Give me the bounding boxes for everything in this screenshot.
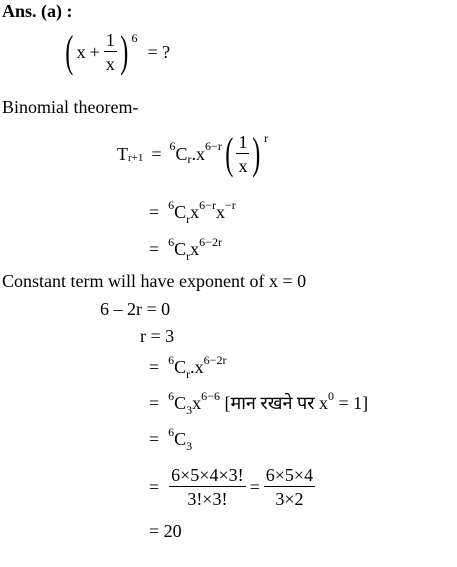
step-6: = $^6C_3$: [149, 425, 193, 453]
term-fraction: $\frac{1}{x}$: [238, 132, 248, 176]
binomial-heading: Binomial theorem-: [2, 97, 139, 117]
expr-power: 6: [131, 31, 138, 45]
hindi-note: [मान रखने पर x: [224, 393, 329, 413]
right-paren-2: ): [252, 129, 261, 178]
general-term-line: T r+1 = $^6$ C r .x $^{6-r}$ ( $\frac{1}{x}$ ) r: [117, 129, 269, 178]
equals-7: =: [149, 477, 160, 497]
expr-plus: +: [89, 42, 100, 62]
t-symbol: T: [117, 144, 128, 164]
equals-1: =: [151, 144, 162, 164]
factorial-fraction: $\frac{6\times 5\times 4\times 3!}{3!\times 3!}$: [171, 465, 244, 509]
expr-fraction: $\frac{1}{x}$: [105, 30, 115, 74]
left-paren-2: (: [225, 129, 234, 178]
equals-8: =: [249, 477, 260, 497]
step-3: = $^6C_rx^{6-2r}$: [149, 235, 222, 263]
fraction-power: r: [264, 131, 269, 145]
step-7: [149, 466, 315, 508]
step-4: = $^6C_r.x^{6-2r}$: [149, 353, 227, 381]
left-paren: (: [65, 27, 74, 76]
constant-term-statement: Constant term will have exponent of x = 0: [2, 271, 307, 291]
right-paren: ): [120, 27, 129, 76]
step-2: = $^6C_rx^{6-r}x^{-r}$: [149, 198, 236, 226]
expr-x: x: [76, 42, 86, 62]
combination-c: C: [175, 144, 188, 164]
expr-tail: = ?: [147, 42, 171, 62]
step-5: = $^6C_3x^{6-6}$ [मान रखने पर $x^0 = 1$]: [149, 389, 369, 417]
x-term: .x: [191, 144, 206, 164]
simplified-fraction: $\frac{6\times 5\times 4}{3\times 2}$: [265, 465, 314, 509]
equation-2: r = 3: [140, 326, 175, 346]
given-expression: [62, 27, 171, 76]
answer-label: Ans. (a) :: [2, 1, 73, 21]
equation-1: 6 – 2r = 0: [100, 299, 171, 319]
final-result: = 20: [149, 521, 182, 541]
